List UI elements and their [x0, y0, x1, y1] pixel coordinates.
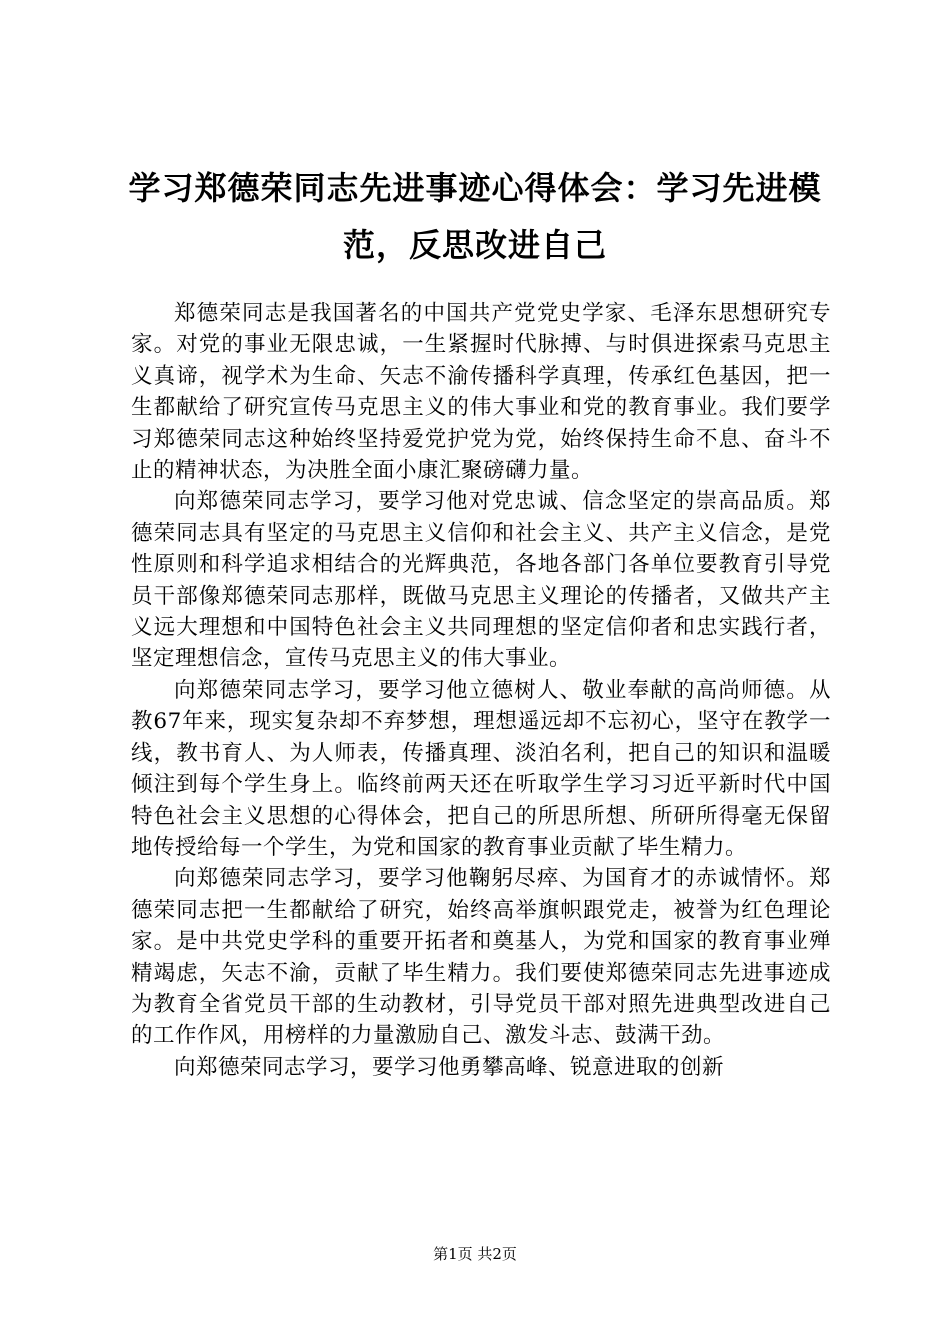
paragraph-3: 向郑德荣同志学习，要学习他立德树人、敬业奉献的高尚师德。从教67年来，现实复杂却不弃梦想，理想遥远却不忘初心，坚守在教学一线，教书育人、为人师表，传播真理、淡泊名利，把自己的知识和温暖倾注到每个学生身上。临终前两天还在听取学生学习习近平新时代中国特色社会主义思想的心得体会，把自己的所思所想、所研所得毫无保留地传授给每一个学生，为党和国家的教育事业贡献了毕生精力。 — [131, 677, 831, 860]
page-footer: 第1页 共2页 — [433, 1245, 517, 1263]
paragraph-4: 向郑德荣同志学习，要学习他鞠躬尽瘁、为国育才的赤诚情怀。郑德荣同志把一生都献给了研究，始终高举旗帜跟党走，被誉为红色理论家。是中共党史学科的重要开拓者和奠基人，为党和国家的教育事业殚精竭虑，矢志不渝，贡献了毕生精力。我们要使郑德荣同志先进事迹成为教育全省党员干部的生动教材，引导党员干部对照先进典型改进自己的工作作风，用榜样的力量激励自己、激发斗志、鼓满干劲。 — [131, 866, 831, 1049]
document-body — [131, 298, 831, 1083]
document-title: 学习郑德荣同志先进事迹心得体会：学习先进模范，反思改进自己 — [128, 169, 822, 264]
paragraph-2: 向郑德荣同志学习，要学习他对党忠诚、信念坚定的崇高品质。郑德荣同志具有坚定的马克思主义信仰和社会主义、共产主义信念，是党性原则和科学追求相结合的光辉典范，各地各部门各单位要教育引导党员干部像郑德荣同志那样，既做马克思主义理论的传播者，又做共产主义远大理想和中国特色社会主义共同理想的坚定信仰者和忠实践行者，坚定理想信念，宣传马克思主义的伟大事业。 — [131, 489, 831, 672]
paragraph-5: 向郑德荣同志学习，要学习他勇攀高峰、锐意进取的创新 — [174, 1054, 725, 1080]
paragraph-1: 郑德荣同志是我国著名的中国共产党党史学家、毛泽东思想研究专家。对党的事业无限忠诚，一生紧握时代脉搏、与时俱进探索马克思主义真谛，视学术为生命、矢志不渝传播科学真理，传承红色基因，把一生都献给了研究宣传马克思主义的伟大事业和党的教育事业。我们要学习郑德荣同志这种始终坚持爱党护党为党，始终保持生命不息、奋斗不止的精神状态，为决胜全面小康汇聚磅礴力量。 — [131, 301, 831, 484]
